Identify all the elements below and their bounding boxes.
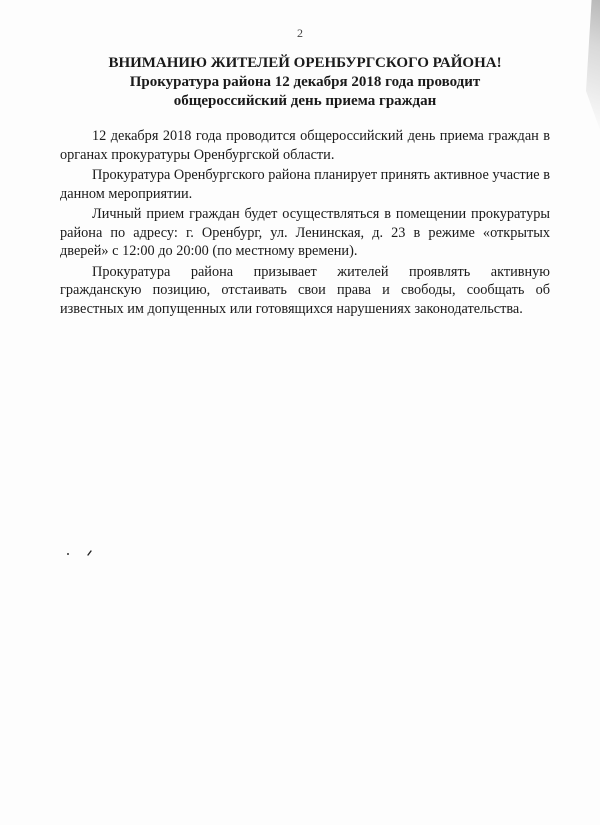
heading-block [60, 54, 550, 111]
paragraph-4: Прокуратура района призывает жителей проявлять активную гражданскую позицию, отстаивать свои права и свободы, сообщать об известных им допущенных или готовящихся нарушениях законодательства. [60, 263, 550, 317]
body-text [60, 127, 550, 320]
heading-line-2: Прокуратура района 12 декабря 2018 года проводит [129, 74, 481, 90]
paragraph-1: 12 декабря 2018 года проводится общероссийский день приема граждан в органах прокуратуры Оренбургской области. [60, 128, 550, 163]
paragraph-3: Личный прием граждан будет осуществляться в помещении прокуратуры района по адресу: г. Оренбург, ул. Ленинская, д. 23 в режиме «открытых дверей» с 12:00 до 20:00 (по местному времени). [60, 206, 550, 259]
scan-corner-shadow [586, 0, 600, 130]
heading-line-3: общероссийский день приема граждан [173, 93, 437, 109]
scan-specks [66, 548, 96, 558]
paragraph-2: Прокуратура Оренбургского района планирует принять активное участие в данном мероприятии. [60, 167, 550, 202]
heading-line-1: ВНИМАНИЮ ЖИТЕЛЕЙ ОРЕНБУРГСКОГО РАЙОНА! [108, 55, 502, 71]
page-number: 2 [297, 26, 303, 40]
